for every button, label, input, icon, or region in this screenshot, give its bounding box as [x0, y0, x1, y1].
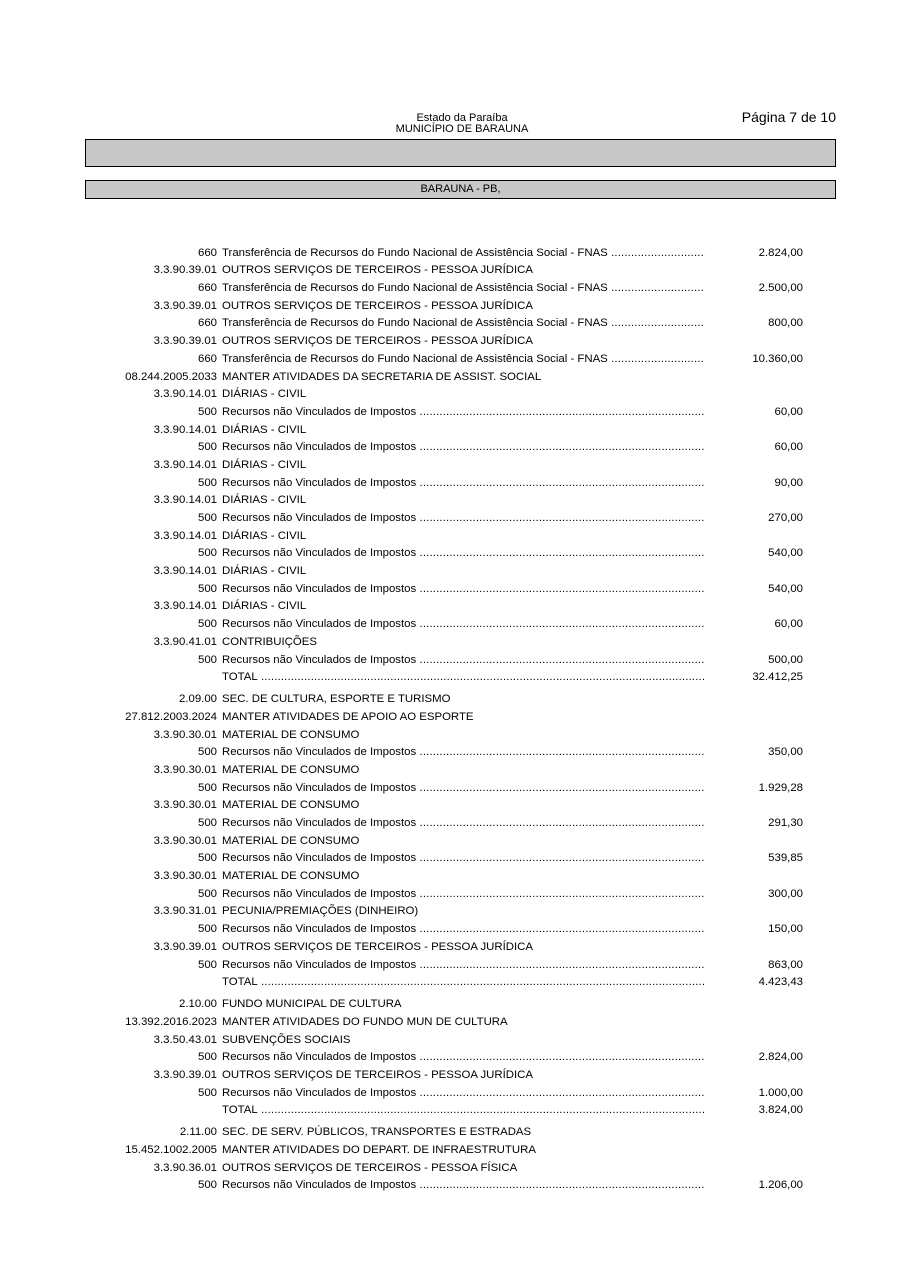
row-code: 3.3.90.39.01	[153, 1068, 217, 1081]
expense-row	[0, 278, 900, 296]
expense-row	[0, 420, 900, 438]
row-amount: 1.206,00	[758, 1179, 803, 1192]
row-code: 500	[197, 817, 217, 829]
row-code: 3.3.90.14.01	[153, 600, 217, 613]
row-amount: 300,00	[768, 887, 803, 900]
expense-list	[0, 243, 900, 1193]
expense-row	[0, 973, 900, 991]
row-description: Recursos não Vinculados de Impostos .....	[222, 959, 705, 972]
row-description: Recursos não Vinculados de Impostos .....	[222, 782, 705, 795]
row-code: 3.3.90.30.01	[153, 834, 217, 847]
row-description: SEC. DE SERV. PÚBLICOS, TRANSPORTES E ESTRADAS	[222, 1126, 532, 1139]
row-description: DIÁRIAS - CIVIL	[222, 494, 307, 507]
row-description: MANTER ATIVIDADES DE APOIO AO ESPORTE	[222, 710, 474, 723]
expense-row	[0, 955, 900, 973]
row-amount: 540,00	[768, 547, 803, 560]
expense-row	[0, 544, 900, 562]
row-description: MATERIAL DE CONSUMO	[222, 728, 360, 741]
row-description: Transferência de Recursos do Fundo Nacional de Assistência Social - FNAS .....	[222, 317, 705, 330]
row-code: 3.3.90.14.01	[153, 458, 217, 471]
row-code: 3.3.90.31.01	[153, 905, 217, 918]
row-amount: 291,30	[768, 817, 803, 829]
expense-row	[0, 296, 900, 314]
row-amount: 4.423,43	[758, 976, 803, 989]
row-description: OUTROS SERVIÇOS DE TERCEIROS - PESSOA JURÍDICA	[222, 264, 533, 277]
row-description: Recursos não Vinculados de Impostos .....	[222, 1179, 705, 1192]
row-description: Recursos não Vinculados de Impostos .....	[222, 852, 705, 865]
row-amount: 540,00	[768, 582, 803, 595]
row-code: 500	[197, 781, 217, 794]
row-description: Recursos não Vinculados de Impostos .....	[222, 618, 705, 631]
row-description: OUTROS SERVIÇOS DE TERCEIROS - PESSOA JURÍDICA	[222, 299, 533, 312]
expense-row	[0, 314, 900, 332]
row-code: 500	[197, 1179, 217, 1192]
row-amount: 500,00	[768, 653, 803, 666]
row-description: Transferência de Recursos do Fundo Nacional de Assistência Social - FNAS .....	[222, 282, 705, 295]
expense-row	[0, 813, 900, 831]
expense-row	[0, 1065, 900, 1083]
row-description: PECUNIA/PREMIAÇÕES (DINHEIRO)	[222, 905, 419, 918]
expense-row	[0, 707, 900, 725]
row-amount: 863,00	[768, 958, 803, 971]
expense-row	[0, 632, 900, 650]
row-code: 3.3.90.30.01	[153, 870, 217, 883]
row-code: 660	[197, 317, 217, 330]
expense-row	[0, 849, 900, 867]
row-amount: 60,00	[774, 405, 803, 418]
expense-row	[0, 919, 900, 937]
expense-row	[0, 685, 900, 707]
row-code: 08.244.2005.2033	[125, 370, 217, 383]
row-description: Recursos não Vinculados de Impostos .....	[222, 888, 705, 901]
row-description: MANTER ATIVIDADES DO FUNDO MUN DE CULTURA	[222, 1015, 508, 1028]
row-code: 500	[197, 547, 217, 560]
expense-row	[0, 597, 900, 615]
row-code: 15.452.1002.2005	[125, 1144, 217, 1156]
row-code: 3.3.90.41.01	[153, 635, 217, 648]
row-code: 500	[197, 887, 217, 900]
expense-row	[0, 1101, 900, 1119]
row-amount: 90,00	[774, 476, 803, 489]
row-description: OUTROS SERVIÇOS DE TERCEIROS - PESSOA FÍSICA	[222, 1161, 518, 1174]
expense-row	[0, 796, 900, 814]
row-code: 3.3.90.14.01	[153, 423, 217, 436]
row-code: 500	[197, 582, 217, 595]
row-amount: 2.824,00	[758, 246, 803, 259]
row-amount: 1.000,00	[758, 1086, 803, 1099]
row-description: OUTROS SERVIÇOS DE TERCEIROS - PESSOA JURÍDICA	[222, 335, 533, 348]
row-description: DIÁRIAS - CIVIL	[222, 565, 307, 578]
row-amount: 2.500,00	[758, 282, 803, 295]
expense-row	[0, 473, 900, 491]
expense-row	[0, 331, 900, 349]
row-description: Recursos não Vinculados de Impostos .....	[222, 477, 705, 490]
expense-row	[0, 668, 900, 686]
row-code: 3.3.90.39.01	[153, 335, 217, 348]
expense-row	[0, 438, 900, 456]
row-description: Recursos não Vinculados de Impostos .....	[222, 547, 705, 560]
row-code: 2.10.00	[178, 998, 217, 1011]
row-description: Recursos não Vinculados de Impostos .....	[222, 441, 705, 454]
row-code: 500	[197, 1051, 217, 1064]
row-code: 3.3.90.14.01	[153, 565, 217, 578]
expense-row	[0, 491, 900, 509]
row-description: MANTER ATIVIDADES DO DEPART. DE INFRAESTRUTURA	[222, 1144, 536, 1156]
row-code: 3.3.90.39.01	[153, 940, 217, 953]
expense-row	[0, 508, 900, 526]
expense-row	[0, 725, 900, 743]
expense-row	[0, 455, 900, 473]
expense-row	[0, 1140, 900, 1158]
expense-row	[0, 402, 900, 420]
row-description: TOTAL .....	[222, 671, 705, 684]
row-description: Transferência de Recursos do Fundo Nacional de Assistência Social - FNAS .....	[222, 353, 705, 366]
expense-row	[0, 579, 900, 597]
expense-row	[0, 349, 900, 367]
row-code: 3.3.90.30.01	[153, 763, 217, 776]
row-description: DIÁRIAS - CIVIL	[222, 423, 307, 436]
row-amount: 60,00	[774, 618, 803, 631]
row-code: 500	[197, 852, 217, 865]
row-description: OUTROS SERVIÇOS DE TERCEIROS - PESSOA JURÍDICA	[222, 940, 533, 953]
row-amount: 32.412,25	[752, 671, 803, 684]
row-code: 500	[197, 618, 217, 631]
row-description: Recursos não Vinculados de Impostos .....	[222, 746, 705, 759]
expense-row	[0, 866, 900, 884]
row-amount: 60,00	[774, 441, 803, 454]
row-amount: 3.824,00	[758, 1104, 803, 1117]
row-code: 500	[197, 476, 217, 489]
expense-row	[0, 367, 900, 385]
row-description: SUBVENÇÕES SOCIAIS	[222, 1033, 351, 1046]
row-description: DIÁRIAS - CIVIL	[222, 529, 307, 542]
row-description: OUTROS SERVIÇOS DE TERCEIROS - PESSOA JURÍDICA	[222, 1068, 533, 1081]
row-code: 500	[197, 958, 217, 971]
expense-row	[0, 1118, 900, 1140]
title-band	[85, 139, 836, 167]
row-code: 500	[197, 923, 217, 936]
row-code: 3.3.90.39.01	[153, 264, 217, 277]
row-amount: 150,00	[768, 923, 803, 936]
row-code: 500	[197, 441, 217, 454]
row-amount: 10.360,00	[752, 352, 803, 365]
row-description: TOTAL .....	[222, 1104, 705, 1117]
row-code: 500	[197, 1086, 217, 1099]
row-description: Recursos não Vinculados de Impostos .....	[222, 406, 705, 419]
expense-row	[0, 902, 900, 920]
row-description: MATERIAL DE CONSUMO	[222, 799, 360, 812]
row-code: 500	[197, 405, 217, 418]
expense-row	[0, 743, 900, 761]
row-code: 27.812.2003.2024	[125, 710, 217, 723]
expense-row	[0, 937, 900, 955]
expense-row	[0, 1083, 900, 1101]
row-amount: 539,85	[768, 852, 803, 865]
row-description: MATERIAL DE CONSUMO	[222, 763, 360, 776]
row-code: 3.3.90.39.01	[153, 299, 217, 312]
row-code: 3.3.90.14.01	[153, 388, 217, 401]
row-code: 3.3.90.30.01	[153, 799, 217, 812]
row-code: 13.392.2016.2023	[125, 1015, 217, 1028]
expense-row	[0, 1176, 900, 1194]
row-code: 3.3.90.36.01	[153, 1161, 217, 1174]
row-description: MATERIAL DE CONSUMO	[222, 870, 360, 883]
expense-row	[0, 1048, 900, 1066]
expense-row	[0, 1012, 900, 1030]
row-code: 660	[197, 282, 217, 295]
page-indicator: Página 7 de 10	[741, 109, 836, 125]
row-code: 660	[197, 352, 217, 365]
row-code: 3.3.50.43.01	[153, 1033, 217, 1046]
expense-row	[0, 243, 900, 261]
row-description: TOTAL .....	[222, 976, 705, 989]
location-band: BARAUNA - PB,	[85, 180, 836, 199]
expense-row	[0, 831, 900, 849]
expense-row	[0, 650, 900, 668]
row-code: 2.09.00	[178, 693, 217, 706]
row-description: Transferência de Recursos do Fundo Nacional de Assistência Social - FNAS .....	[222, 247, 705, 260]
row-amount: 350,00	[768, 746, 803, 759]
row-code: 500	[197, 512, 217, 524]
row-description: DIÁRIAS - CIVIL	[222, 600, 307, 613]
row-description: CONTRIBUIÇÕES	[222, 635, 317, 648]
row-amount: 2.824,00	[758, 1051, 803, 1064]
expense-row	[0, 1158, 900, 1176]
row-description: Recursos não Vinculados de Impostos .....	[222, 583, 705, 596]
expense-row	[0, 561, 900, 579]
row-description: Recursos não Vinculados de Impostos .....	[222, 1087, 705, 1100]
row-description: MATERIAL DE CONSUMO	[222, 834, 360, 847]
row-description: Recursos não Vinculados de Impostos .....	[222, 817, 705, 830]
row-code: 660	[197, 246, 217, 259]
row-code: 3.3.90.14.01	[153, 494, 217, 507]
row-description: DIÁRIAS - CIVIL	[222, 388, 307, 401]
row-description: FUNDO MUNICIPAL DE CULTURA	[222, 998, 402, 1011]
expense-row	[0, 526, 900, 544]
row-code: 3.3.90.14.01	[153, 529, 217, 542]
header-state: Estado da Paraíba	[416, 112, 508, 124]
row-code: 3.3.90.30.01	[153, 728, 217, 741]
expense-row	[0, 385, 900, 403]
row-amount: 1.929,28	[758, 781, 803, 794]
row-description: Recursos não Vinculados de Impostos .....	[222, 1051, 705, 1064]
row-code: 500	[197, 746, 217, 759]
expense-row	[0, 261, 900, 279]
row-code: 2.11.00	[179, 1126, 217, 1139]
row-description: SEC. DE CULTURA, ESPORTE E TURISMO	[222, 693, 451, 706]
header-municipality: MUNICÍPIO DE BARAUNA	[395, 123, 529, 135]
row-description: Recursos não Vinculados de Impostos .....	[222, 654, 705, 667]
expense-row	[0, 884, 900, 902]
row-amount: 800,00	[768, 317, 803, 330]
expense-row	[0, 760, 900, 778]
row-amount: 270,00	[768, 512, 803, 524]
expense-row	[0, 990, 900, 1012]
row-code: 500	[197, 653, 217, 666]
expense-row	[0, 614, 900, 632]
expense-row	[0, 778, 900, 796]
row-description: Recursos não Vinculados de Impostos .....	[222, 923, 705, 936]
row-description: Recursos não Vinculados de Impostos .....	[222, 512, 705, 525]
row-description: MANTER ATIVIDADES DA SECRETARIA DE ASSIST. SOCIAL	[222, 370, 542, 383]
expense-row	[0, 1030, 900, 1048]
row-description: DIÁRIAS - CIVIL	[222, 458, 307, 471]
